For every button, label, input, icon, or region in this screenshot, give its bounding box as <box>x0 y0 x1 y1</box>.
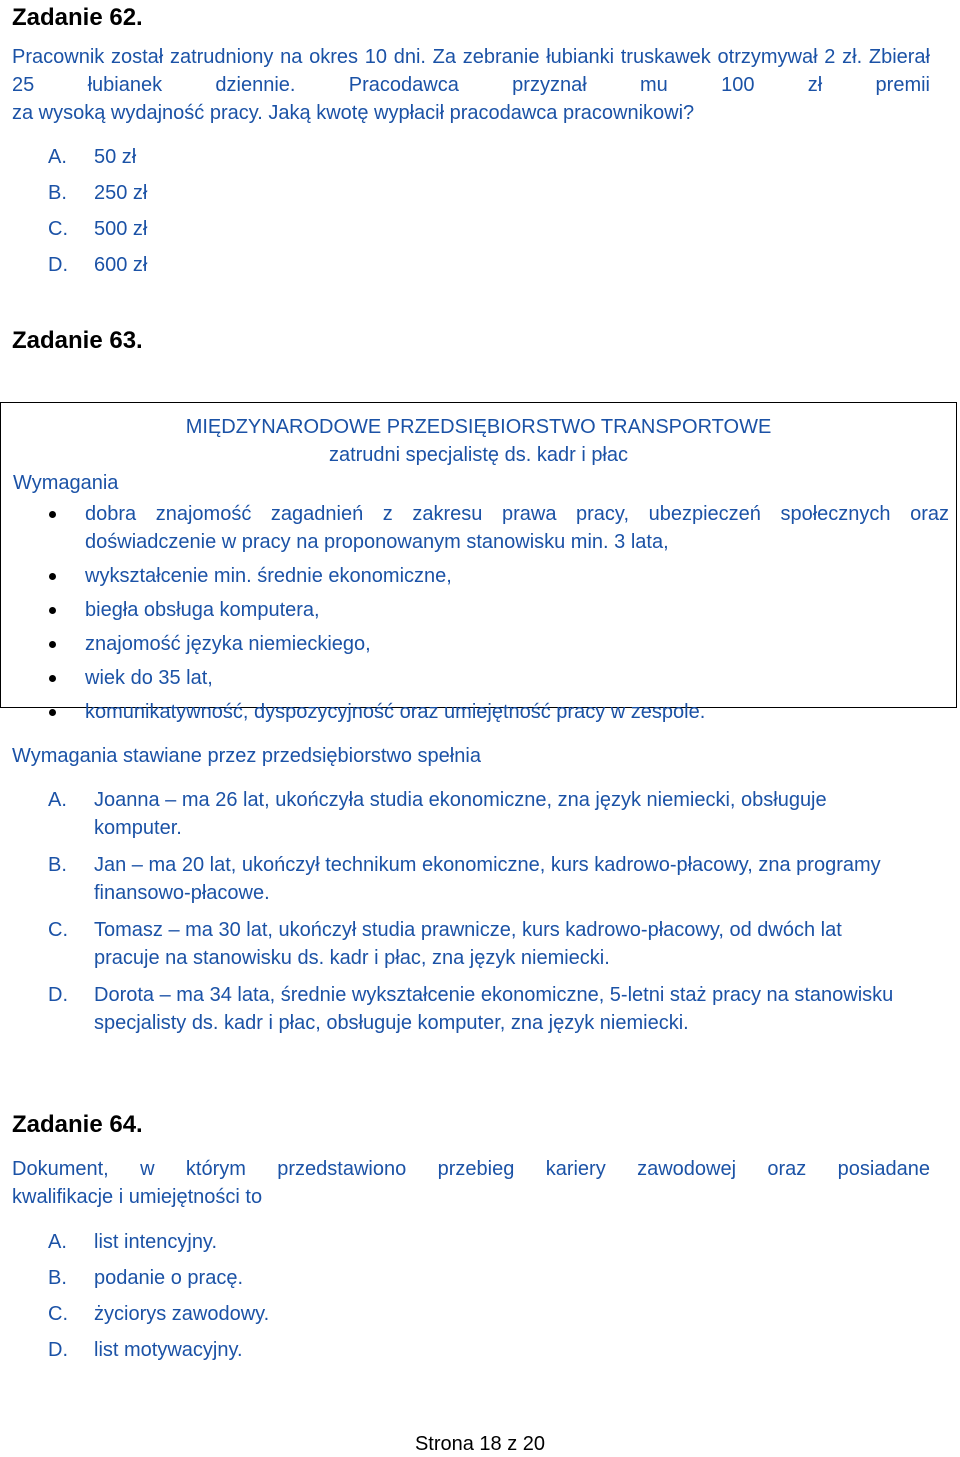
requirement-text: dobra znajomość zagadnień z zakresu prawa pracy, ubezpieczeń społecznych oraz doświadczenie w pracy na proponowanym stanowisku min. 3 lata, <box>85 503 949 553</box>
option-text: podanie o pracę. <box>94 1267 244 1289</box>
requirement-text: wiek do 35 lat, <box>85 667 213 689</box>
option-text: Dorota – ma 34 lata, średnie wykształcenie ekonomiczne, 5-letni staż pracy na stanowisku specjalisty ds. kadr i płac, obsługuje komputer, zna język niemiecki. <box>94 984 894 1034</box>
requirement-item <box>49 562 949 590</box>
option-text: list motywacyjny. <box>94 1339 243 1361</box>
task-63-heading: Zadanie 63. <box>12 327 143 354</box>
option-text: życiorys zawodowy. <box>94 1303 270 1325</box>
option-letter: A. <box>48 146 67 168</box>
bullet-icon <box>49 641 56 648</box>
option-text: Joanna – ma 26 lat, ukończyła studia ekonomiczne, zna język niemiecki, obsługuje komputer. <box>94 789 827 839</box>
task-62-question-line: za wysoką wydajność pracy. Jaką kwotę wypłacił pracodawca pracownikowi? <box>12 102 695 124</box>
task-63-question: Wymagania stawiane przez przedsiębiorstwo spełnia <box>12 745 481 767</box>
option-text: Tomasz – ma 30 lat, ukończył studia prawnicze, kurs kadrowo-płacowy, od dwóch lat pracuje na stanowisku ds. kadr i płac, zna język niemiecki. <box>94 919 842 969</box>
option-letter: A. <box>48 789 67 811</box>
option-text: 600 zł <box>94 254 148 276</box>
task-62-option-b <box>48 175 147 211</box>
task-62-question <box>12 43 930 127</box>
task-63-option-b <box>48 851 908 907</box>
option-text: 250 zł <box>94 182 148 204</box>
task-64-option-b <box>48 1260 269 1296</box>
page-number-footer: Strona 18 z 20 <box>414 1433 546 1455</box>
task-62-heading: Zadanie 62. <box>12 4 143 31</box>
option-text: 500 zł <box>94 218 148 240</box>
task-62-question-line: otrzymywał 2 zł. Zbierał 25 łubianek dziennie. Pracodawca przyznał mu 100 zł premii <box>12 46 930 96</box>
task-62-option-a <box>48 139 147 175</box>
requirement-item <box>49 664 949 692</box>
requirement-text: znajomość języka niemieckiego, <box>85 633 371 655</box>
ad-requirements-list <box>49 500 949 732</box>
task-63-options <box>48 786 908 1046</box>
option-text: Jan – ma 20 lat, ukończył technikum ekonomiczne, kurs kadrowo-płacowy, zna programy finansowo-płacowe. <box>94 854 881 904</box>
option-letter: C. <box>48 919 68 941</box>
job-advertisement-box <box>0 402 957 723</box>
option-letter: B. <box>48 1267 67 1289</box>
bullet-icon <box>49 675 56 682</box>
requirement-text: wykształcenie min. średnie ekonomiczne, <box>85 565 452 587</box>
task-64-question <box>12 1155 930 1211</box>
requirement-item <box>49 630 949 658</box>
requirement-item <box>49 500 949 556</box>
requirement-item <box>49 596 949 624</box>
task-64-question-line: kwalifikacje i umiejętności to <box>12 1186 263 1208</box>
bullet-icon <box>49 709 56 716</box>
task-62-question-line: Pracownik został zatrudniony na okres 10 dni. Za zebranie łubianki truskawek <box>12 46 711 68</box>
option-letter: C. <box>48 1303 68 1325</box>
option-letter: B. <box>48 854 67 876</box>
task-63-option-d <box>48 981 908 1037</box>
option-letter: D. <box>48 254 68 276</box>
bullet-icon <box>49 573 56 580</box>
ad-company-title: MIĘDZYNARODOWE PRZEDSIĘBIORSTWO TRANSPORTOWE <box>185 416 772 438</box>
ad-requirements-label: Wymagania <box>13 472 119 494</box>
task-64-option-a <box>48 1224 269 1260</box>
requirement-item <box>49 698 949 726</box>
task-63-option-a <box>48 786 908 842</box>
task-63-option-c <box>48 916 908 972</box>
option-letter: C. <box>48 218 68 240</box>
option-letter: A. <box>48 1231 67 1253</box>
option-letter: D. <box>48 1339 68 1361</box>
task-62-option-d <box>48 247 147 283</box>
option-text: 50 zł <box>94 146 137 168</box>
option-letter: B. <box>48 182 67 204</box>
requirement-text: komunikatywność, dyspozycyjność oraz umiejętność pracy w zespole. <box>85 701 706 723</box>
task-64-option-d <box>48 1332 269 1368</box>
option-text: list intencyjny. <box>94 1231 218 1253</box>
task-64-options <box>48 1224 269 1368</box>
task-62-options <box>48 139 147 283</box>
ad-position-subtitle: zatrudni specjalistę ds. kadr i płac <box>328 444 629 466</box>
task-62-option-c <box>48 211 147 247</box>
bullet-icon <box>49 511 56 518</box>
task-64-question-line: Dokument, w którym przedstawiono przebieg kariery zawodowej oraz posiadane <box>12 1158 930 1180</box>
task-64-option-c <box>48 1296 269 1332</box>
option-letter: D. <box>48 984 68 1006</box>
task-64-heading: Zadanie 64. <box>12 1111 143 1138</box>
bullet-icon <box>49 607 56 614</box>
requirement-text: biegła obsługa komputera, <box>85 599 320 621</box>
